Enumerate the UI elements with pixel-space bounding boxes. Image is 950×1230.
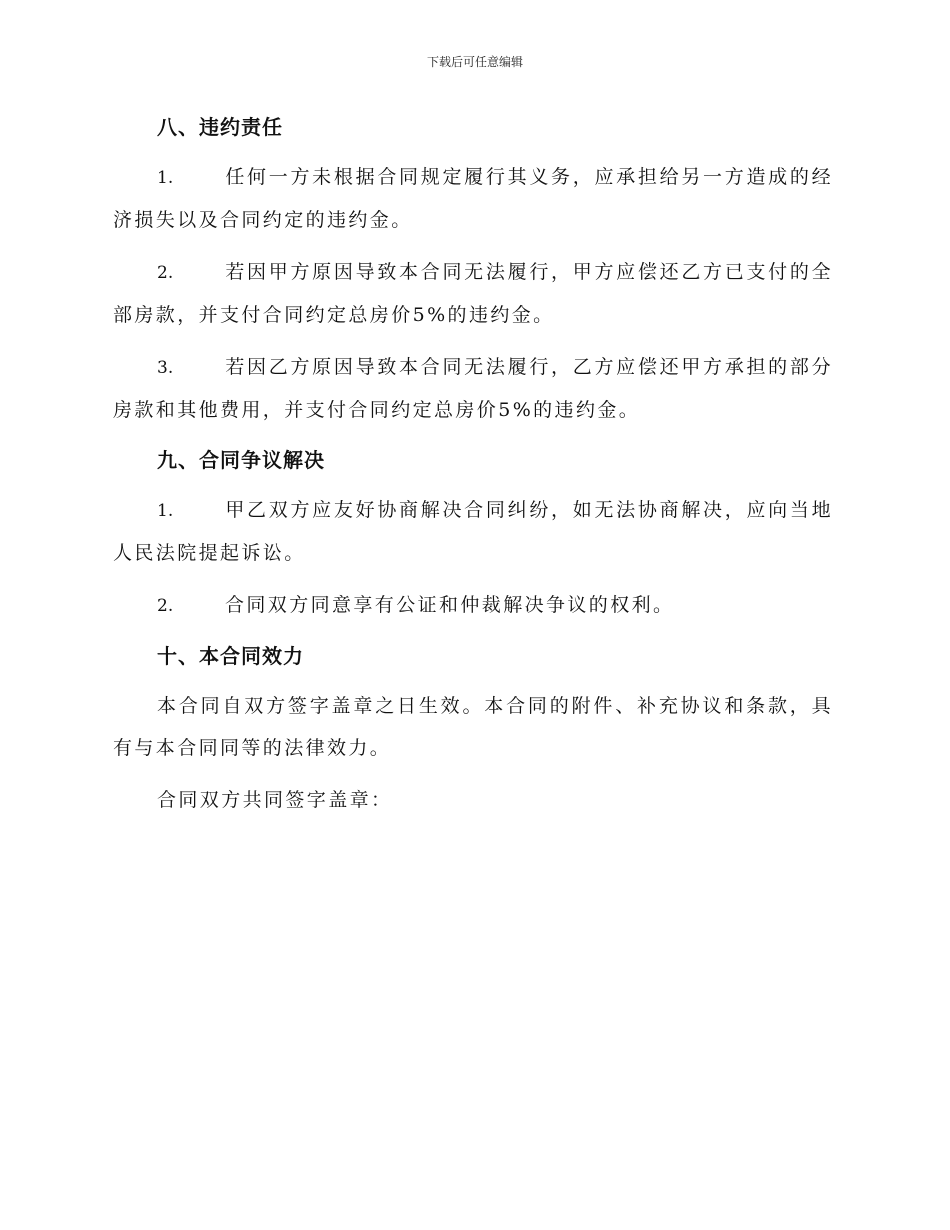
clause-number: 1. xyxy=(157,501,174,521)
clause-8-1 xyxy=(113,156,833,241)
signature-line: 合同双方共同签字盖章： xyxy=(157,789,393,811)
clause-number: 3. xyxy=(157,358,174,378)
clause-9-1 xyxy=(113,489,833,574)
clause-8-2 xyxy=(113,251,833,336)
page-header-note: 下载后可任意编辑 xyxy=(426,55,523,69)
clause-8-3 xyxy=(113,346,833,431)
clause-text: 任何一方未根据合同规定履行其义务，应承担给另一方造成的经济损失以及合同约定的违约金。 xyxy=(113,166,833,231)
clause-text: 合同双方同意享有公证和仲裁解决争议的权利。 xyxy=(225,594,675,616)
clause-number: 2. xyxy=(157,596,174,616)
clause-9-2 xyxy=(113,584,833,627)
clause-text: 甲乙双方应友好协商解决合同纠纷，如无法协商解决，应向当地人民法院提起诉讼。 xyxy=(113,499,833,564)
clause-number: 1. xyxy=(157,168,174,188)
validity-paragraph: 本合同自双方签字盖章之日生效。本合同的附件、补充协议和条款，具有与本合同同等的法律效力。 xyxy=(113,695,833,759)
clause-number: 2. xyxy=(157,263,174,283)
document-body xyxy=(113,108,833,831)
section-heading-dispute-resolution: 九、合同争议解决 xyxy=(157,448,325,472)
section-heading-breach-liability: 八、违约责任 xyxy=(157,115,283,139)
section-heading-contract-validity: 十、本合同效力 xyxy=(157,644,304,668)
clause-text: 若因甲方原因导致本合同无法履行，甲方应偿还乙方已支付的全部房款，并支付合同约定总房价5%的违约金。 xyxy=(113,261,833,326)
clause-text: 若因乙方原因导致本合同无法履行，乙方应偿还甲方承担的部分房款和其他费用，并支付合同约定总房价5%的违约金。 xyxy=(113,356,833,421)
